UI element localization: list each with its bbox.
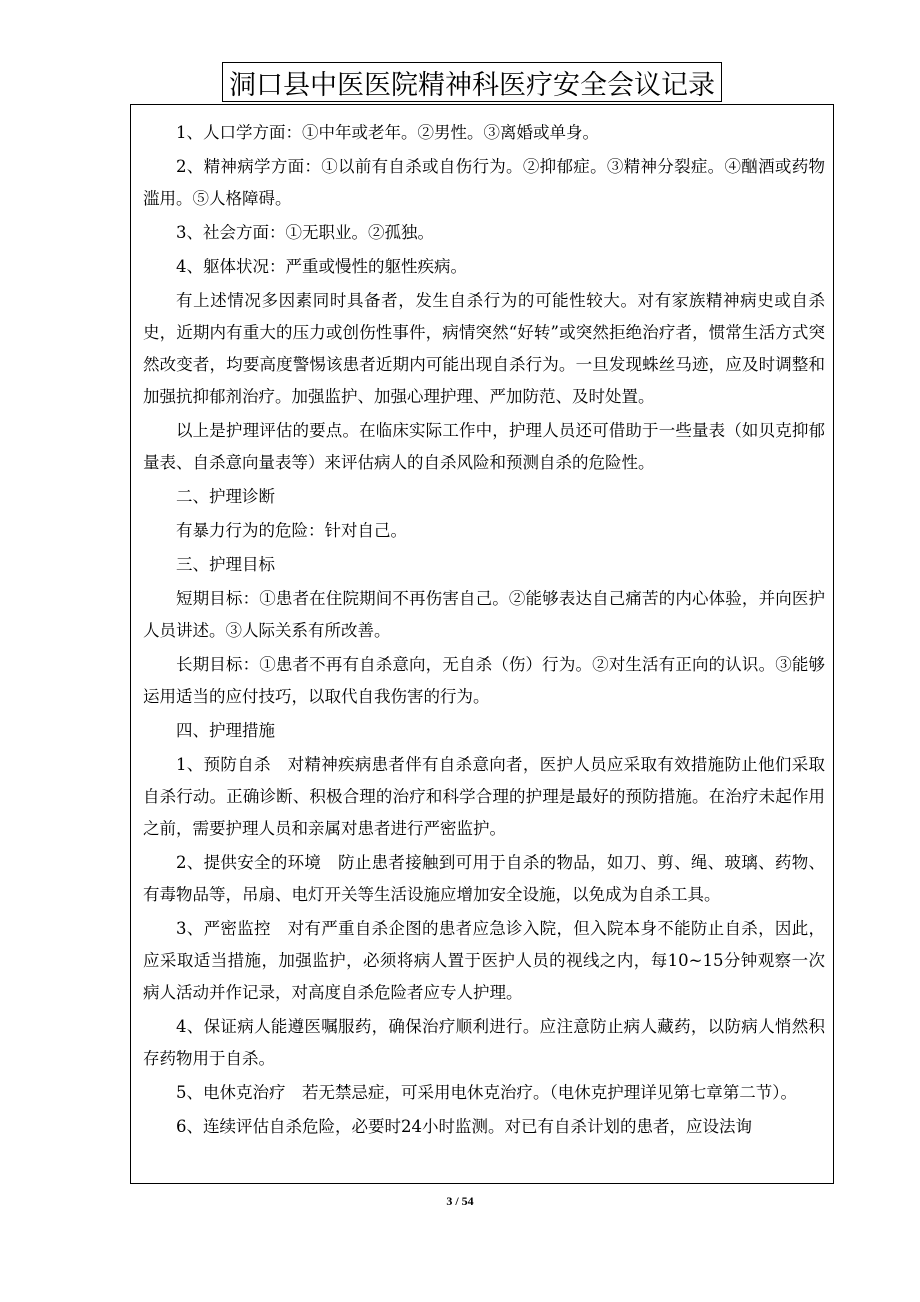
paragraph: 6、连续评估自杀危险，必要时24小时监测。对已有自杀计划的患者，应设法询: [176, 1117, 752, 1136]
section-heading: 四、护理措施: [176, 721, 275, 740]
paragraph: 1、人口学方面：①中年或老年。②男性。③离婚或单身。: [176, 123, 599, 142]
paragraph: 3、严密监控 对有严重自杀企图的患者应急诊入院，但入院本身不能防止自杀，因此，应采取适当措施，加强监护，必须将病人置于医护人员的视线之内，每10~15分钟观察一次病人活动并作记录，对高度自杀危险者应专人护理。: [143, 919, 825, 1002]
paragraph: 2、提供安全的环境 防止患者接触到可用于自杀的物品，如刀、剪、绳、玻璃、药物、有毒物品等，吊扇、电灯开关等生活设施应增加安全设施，以免成为自杀工具。: [143, 853, 825, 904]
paragraph: 有暴力行为的危险：针对自己。: [176, 521, 407, 540]
paragraph: 长期目标：①患者不再有自杀意向，无自杀（伤）行为。②对生活有正向的认识。③能够运用适当的应付技巧，以取代自我伤害的行为。: [143, 655, 825, 706]
paragraph: 4、躯体状况：严重或慢性的躯性疾病。: [176, 257, 467, 276]
record-content-box: [130, 104, 834, 1184]
document-title: 洞口县中医医院精神科医疗安全会议记录: [222, 62, 722, 102]
paragraph: 有上述情况多因素同时具备者，发生自杀行为的可能性较大。对有家族精神病史或自杀史，近期内有重大的压力或创伤性事件，病情突然“好转”或突然拒绝治疗者，惯常生活方式突然改变者，均要高度警惕该患者近期内可能出现自杀行为。一旦发现蛛丝马迹，应及时调整和加强抗抑郁剂治疗。加强监护、加强心理护理、严加防范、及时处置。: [143, 291, 825, 406]
paragraph: 1、预防自杀 对精神疾病患者伴有自杀意向者，医护人员应采取有效措施防止他们采取自杀行动。正确诊断、积极合理的治疗和科学合理的护理是最好的预防措施。在治疗未起作用之前，需要护理人员和亲属对患者进行严密监护。: [143, 755, 825, 838]
paragraph: 2、精神病学方面：①以前有自杀或自伤行为。②抑郁症。③精神分裂症。④酗酒或药物滥用。⑤人格障碍。: [143, 157, 825, 208]
paragraph: 短期目标：①患者在住院期间不再伤害自己。②能够表达自己痛苦的内心体验，并向医护人员讲述。③人际关系有所改善。: [143, 589, 825, 640]
paragraph: 4、保证病人能遵医嘱服药，确保治疗顺利进行。应注意防止病人藏药，以防病人悄然积存药物用于自杀。: [143, 1017, 825, 1068]
paragraph: 以上是护理评估的要点。在临床实际工作中，护理人员还可借助于一些量表（如贝克抑郁量表、自杀意向量表等）来评估病人的自杀风险和预测自杀的危险性。: [143, 421, 825, 472]
page-number: 3 / 54: [446, 1194, 474, 1208]
paragraph: 3、社会方面：①无职业。②孤独。: [176, 223, 434, 242]
section-heading: 二、护理诊断: [176, 487, 275, 506]
section-heading: 三、护理目标: [176, 555, 275, 574]
paragraph: 5、电休克治疗 若无禁忌症，可采用电休克治疗。（电休克护理详见第七章第二节）。: [176, 1083, 797, 1102]
